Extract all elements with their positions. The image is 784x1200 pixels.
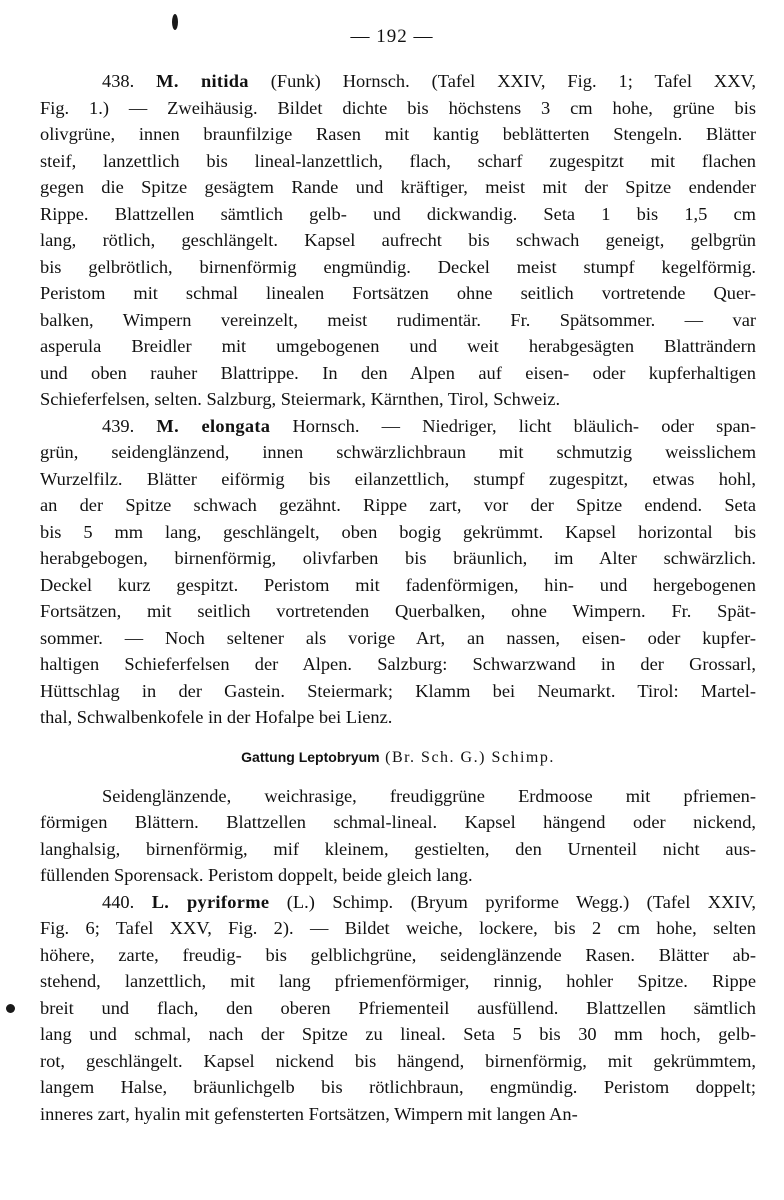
text-line [40,413,756,440]
genus-description [40,783,756,889]
genus-authority: (Br. Sch. G.) Schimp. [379,748,555,766]
text-line: Fortsätzen, mit seitlich vortretenden Querbalken, ohne Wimpern. Fr. Spät- [40,601,756,621]
text-line: lang, rötlich, geschlängelt. Kapsel aufrecht bis schwach geneigt, gelbgrün [40,230,756,250]
text-line: füllenden Sporensack. Peristom doppelt, beide gleich lang. [40,865,473,885]
ink-blot-left [6,1004,15,1013]
genus-label: Gattung Leptobryum [241,748,380,765]
entry-438 [40,68,756,413]
text-line: Schieferfelsen, selten. Salzburg, Steiermark, Kärnthen, Tirol, Schweiz. [40,389,561,409]
text-line: Fig. 6; Tafel XXV, Fig. 2). — Bildet weiche, lockere, bis 2 cm hohe, selten [40,918,756,938]
text-line: stehend, lanzettlich, mit lang pfriemenförmiger, rinnig, hohler Spitze. Rippe [40,971,756,991]
text-line: balken, Wimpern vereinzelt, meist rudimentär. Fr. Spätsommer. — var [40,309,756,330]
text-line: breit und flach, den oberen Pfriementeil ausfüllend. Blattzellen sämtlich [40,997,756,1018]
page-number: — 192 — [350,26,434,47]
entry-number: 438. [102,71,135,91]
text-line: gegen die Spitze gesägtem Rande und kräftiger, meist mit der Spitze endender [40,177,756,197]
text-line: an der Spitze schwach gezähnt. Rippe zart, vor der Spitze endend. Seta [40,495,756,515]
entry-439 [40,413,756,731]
text-line: grün, seidenglänzend, innen schwärzlichbraun mit schmutzig weisslichem [40,442,756,462]
text-line: langhalsig, birnenförmig, mif kleinem, gestielten, den Urnenteil nicht aus- [40,838,756,859]
entry-number: 439. [102,415,135,436]
genus-heading [40,731,756,783]
text-line: lang und schmal, nach der Spitze zu lineal. Seta 5 bis 30 mm hoch, gelb- [40,1024,756,1044]
text-line: Seidenglänzende, weichrasige, freudiggrüne Erdmoose mit pfriemen- [102,785,756,806]
text-line: herabgebogen, birnenförmig, olivfarben bis bräunlich, im Alter schwärzlich. [40,548,756,568]
text-line: thal, Schwalbenkofele in der Hofalpe bei Lienz. [40,707,393,727]
text-block [40,68,756,1127]
text-line: Wurzelfilz. Blätter eiförmig bis eilanzettlich, stumpf zugespitzt, etwas hohl, [40,468,756,489]
text-line: olivgrüne, innen braunfilzige Rasen mit kantig beblätterten Stengeln. Blätter [40,124,756,144]
entry-text: (L.) Schimp. (Bryum pyriforme Wegg.) (Tafel XXIV, [269,891,756,912]
entry-440 [40,889,756,1128]
entry-text: Hornsch. — Niedriger, licht bläulich- oder span- [270,415,756,436]
text-line: steif, lanzettlich bis lineal-lanzettlich, flach, scharf zugespitzt mit flachen [40,150,756,171]
text-line [40,889,756,916]
text-line: höhere, zarte, freudig- bis gelblichgrüne, seidenglänzende Rasen. Blätter ab- [40,944,756,965]
text-line: rot, geschlängelt. Kapsel nickend bis hängend, birnenförmig, mit gekrümmtem, [40,1050,756,1071]
text-line [40,68,756,95]
text-line: inneres zart, hyalin mit gefensterten Fortsätzen, Wimpern mit langen An- [40,1103,578,1124]
text-line: haltigen Schieferfelsen der Alpen. Salzburg: Schwarzwand in der Grossarl, [40,654,756,674]
text-line: langem Halse, bräunlichgelb bis rötlichbraun, engmündig. Peristom doppelt; [40,1077,756,1097]
text-line: Deckel kurz gespitzt. Peristom mit fadenförmigen, hin- und hergebogenen [40,574,756,595]
text-line: förmigen Blättern. Blattzellen schmal-lineal. Kapsel hängend oder nickend, [40,812,756,832]
text-line: sommer. — Noch seltener als vorige Art, an nassen, eisen- oder kupfer- [40,627,756,648]
entry-number: 440. [102,891,135,912]
species-name: L. pyriforme [151,891,270,912]
text-line: Fig. 1.) — Zweihäusig. Bildet dichte bis höchstens 3 cm hohe, grüne bis [40,97,756,118]
species-name: M. elongata [156,415,271,436]
text-line: Rippe. Blattzellen sämtlich gelb- und dickwandig. Seta 1 bis 1,5 cm [40,203,756,224]
text-line: bis gelbrötlich, birnenförmig engmündig. Deckel meist stumpf kegelförmig. [40,256,756,277]
entry-text: (Funk) Hornsch. (Tafel XXIV, Fig. 1; Tafel XXV, [248,71,756,91]
species-name: M. nitida [156,71,249,91]
text-line: Peristom mit schmal linealen Fortsätzen ohne seitlich vortretende Quer- [40,283,756,303]
text-line: bis 5 mm lang, geschlängelt, oben bogig gekrümmt. Kapsel horizontal bis [40,521,756,542]
text-line: asperula Breidler mit umgebogenen und weit herabgesägten Blatträndern [40,336,756,356]
text-line: und oben rauher Blattrippe. In den Alpen auf eisen- oder kupferhaltigen [40,362,756,383]
text-line: Hüttschlag in der Gastein. Steiermark; Klamm bei Neumarkt. Tirol: Martel- [40,680,756,701]
